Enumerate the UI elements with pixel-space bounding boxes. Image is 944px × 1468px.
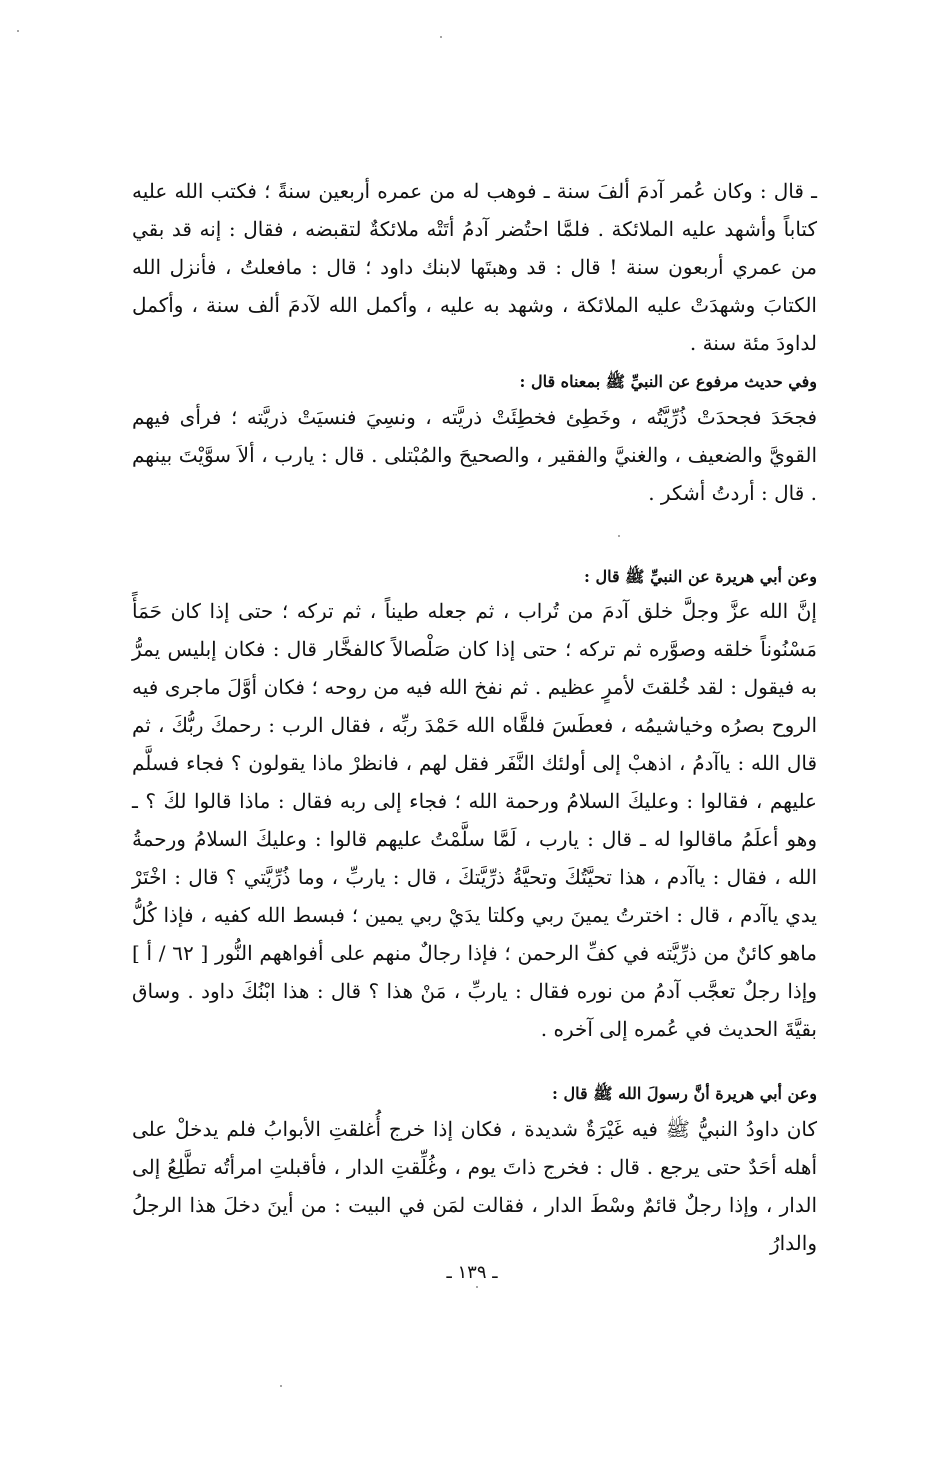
section-3-heading-block [132, 565, 817, 589]
section-4-heading: وعن أبي هريرة أنَّ رسولَ الله ﷺ قال : [552, 1084, 817, 1103]
section-2-heading: وفي حديث مرفوع عن النبيِّ ﷺ بمعناه قال : [519, 372, 817, 391]
section-3 [132, 592, 817, 1048]
scan-speck [280, 1385, 282, 1387]
section-3-paragraph: إنَّ الله عزَّ وجلَّ خلق آدمَ من تُراب ، ثم جعله طيناً ، ثم تركه ؛ حتى إذا كان حَمَأً مَسْنُوناً خلقه وصوَّره ثم تركه ؛ حتى إذا كان صَلْصالاً كالفخَّار قال : فكان إبليس يمرُّ به فيقول : لقد خُلقتَ لأمرٍ عظيم . ثم نفخ الله فيه من روحه ؛ فكان أوَّلَ ماجرى فيه الروح بصرُه وخياشيمُه ، فعطَسَ فلقَّاه الله حَمْدَ ربِّه ، فقال الرب : رحمكَ ربُّكَ ، ثم قال الله : ياآدمُ ، اذهبْ إلى أولئك النَّفَر فقل لهم ، فانظرْ ماذا يقولون ؟ فجاء فسلَّم عليهم ، فقالوا : وعليكَ السلامُ ورحمة الله ؛ فجاء إلى ربه فقال : ماذا قالوا لكَ ؟ ـ وهو أعلَمُ ماقالوا له ـ قال : يارب ، لَمَّا سلَّمْتُ عليهم قالوا : وعليكَ السلامُ ورحمةُ الله ، فقال : ياآدم ، هذا تحيَّتُكَ وتحيَّةُ ذرِّيَّتكَ ، قال : ياربِّ ، وما ذُرِّيَّتي ؟ قال : اخْتَرْ يدي ياآدم ، قال : اخترتُ يمينَ ربي وكلتا يدَيْ ربي يمين ؛ فبسط الله كفيه ، فإذا كُلُّ ماهو كائنٌ من ذرِّيَّته في كفِّ الرحمن ؛ فإذا رجالٌ منهم على أفواههم النُّور [ ٦٢ / أ ] وإذا رجلٌ تعجَّب آدمُ من نوره فقال : ياربِّ ، مَنْ هذا ؟ قال : هذا ابْنُكَ داود . وساق بقيَّةَ الحديث في عُمره إلى آخره . [132, 599, 818, 1041]
scan-speck [476, 1286, 478, 1288]
section-4-paragraph: كان داودُ النبيُّ ﷺ فيه غَيْرَةٌ شديدة ، فكان إذا خرج أُغلقتِ الأبوابُ فلم يدخلْ على أهله أحَدٌ حتى يرجع . قال : فخرج ذاتَ يوم ، وغُلِّقتِ الدار ، فأقبلتِ امرأتُه تطَّلِعُ إلى الدار ، وإذا رجلٌ قائمٌ وسْطَ الدار ، فقالت لمَن في البيت : من أينَ دخلَ هذا الرجلُ والدارُ [132, 1117, 817, 1255]
section-2-paragraph: فجحَدَ فجحدَتْ ذُرِّيَّتُه ، وخَطِئ فخطِئَتْ ذريَّته ، ونسِيَ فنسيَتْ ذريَّته ؛ فرأى فيهم القويَّ والضعيف ، والغنيَّ والفقير ، والصحيحَ والمُبْتلى . قال : يارب ، ألاَ سوَّيْتَ بينهم . قال : أردتُ أشكر . [132, 405, 817, 505]
section-1-paragraph: ـ قال : وكان عُمر آدمَ ألفَ سنة ـ فوهب له من عمره أربعين سنةً ؛ فكتب الله عليه كتاباً وأشهد عليه الملائكة . فلمَّا احتُضر آدمُ أتَتْه ملائكةٌ لتقبضه ، فقال : إنه قد بقي من عمري أربعون سنة ! قال : قد وهبتَها لابنك داود ؛ قال : مافعلتُ ، فأنزل الله الكتابَ وشهدَتْ عليه الملائكة ، وشهد به عليه ، وأكمل الله لآدمَ ألف سنة ، وأكمل لداودَ مئة سنة . [132, 179, 817, 355]
section-2-heading-block [132, 370, 817, 394]
section-1 [132, 172, 817, 362]
section-4-heading-block [132, 1082, 817, 1106]
section-2 [132, 398, 817, 512]
scan-speck [17, 30, 19, 32]
scan-speck [440, 36, 442, 38]
section-4 [132, 1110, 817, 1262]
page-number: ـ ١٣٩ ـ [446, 1262, 498, 1283]
scan-speck [618, 535, 620, 537]
section-3-heading: وعن أبي هريرة عن النبيِّ ﷺ قال : [583, 567, 817, 586]
